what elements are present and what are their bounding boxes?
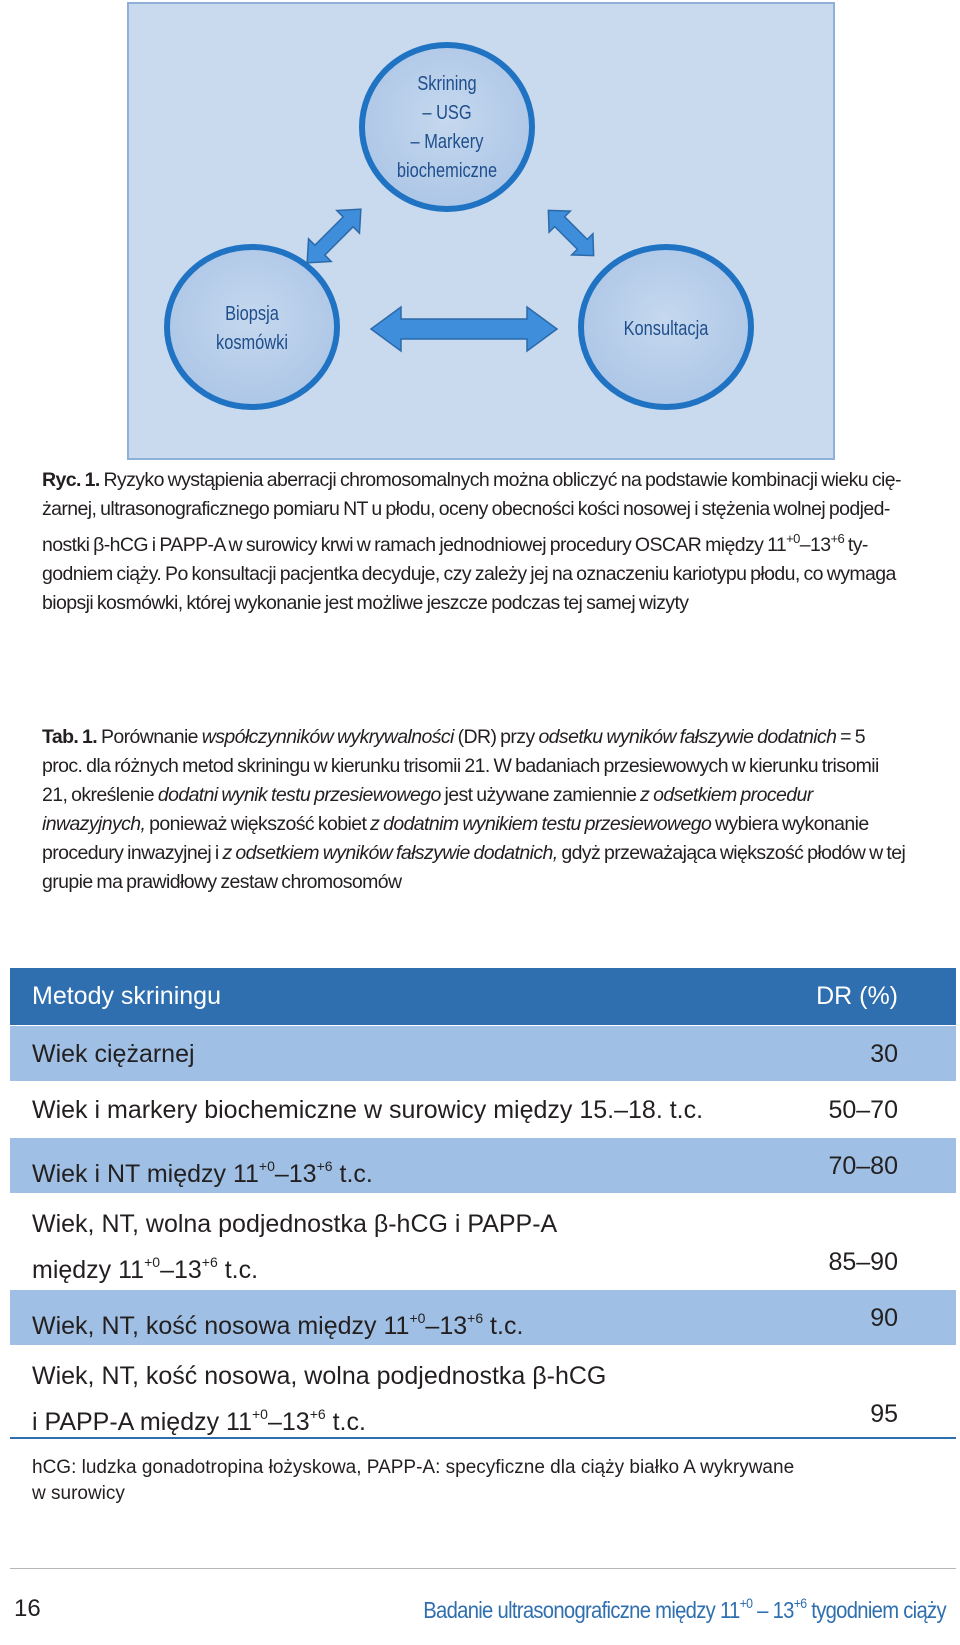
superscript: +6 — [467, 1310, 484, 1326]
caption-text: ponieważ większość kobiet — [145, 813, 371, 835]
method-text: –13 — [425, 1312, 468, 1340]
running-title — [423, 1595, 946, 1624]
row-dr: 70–80 — [828, 1152, 898, 1180]
footnote-line: w surowicy — [32, 1483, 125, 1504]
method-text: t.c. — [332, 1160, 373, 1188]
table-row — [10, 1194, 956, 1290]
row-dr: 90 — [870, 1304, 898, 1332]
row-method — [32, 1146, 373, 1194]
caption-text: grupie ma prawidłowy zestaw chromosomów — [42, 871, 402, 893]
caption-text: Po konsultacji pacjentka decyduje, czy zależy jej na oznaczeniu kariotypu płodu, co wymaga — [161, 563, 896, 585]
caption-text: ty- — [844, 534, 868, 556]
method-text: –13 — [267, 1408, 310, 1436]
caption-text: biopsji kosmówki, której wykonanie jest możliwe jeszcze podczas tej samej wizyty — [42, 592, 689, 614]
superscript: +6 — [830, 531, 845, 546]
node-label-left-line: kosmówki — [215, 332, 288, 354]
running-title-text: – 13 — [752, 1597, 794, 1623]
superscript: +6 — [201, 1254, 218, 1270]
superscript: +0 — [144, 1254, 161, 1270]
arrow-left-right — [371, 307, 557, 351]
table-header-row — [10, 968, 956, 1026]
method-text: i PAPP-A między 11 — [32, 1408, 252, 1436]
table-row — [10, 1346, 956, 1440]
table-footnote — [32, 1455, 932, 1507]
caption-text: wybiera wykonanie — [711, 813, 869, 835]
caption-text: gdyż przeważająca większość płodów w tej — [557, 842, 906, 864]
node-label-top-line: biochemiczne — [396, 160, 498, 182]
row-dr: 30 — [870, 1040, 898, 1068]
table-bottom-rule — [10, 1437, 956, 1439]
table-row — [10, 1138, 956, 1194]
row-method: Wiek ciężarnej — [32, 1040, 195, 1068]
method-text: –13 — [274, 1160, 317, 1188]
row-method — [32, 1298, 523, 1346]
caption-italic: odsetku wyników fałszywie dodatnich — [538, 726, 837, 748]
row-method: Wiek, NT, wolna podjednostka β-hCG i PAPP-A — [32, 1210, 558, 1238]
node-label-top-line: – USG — [422, 102, 472, 124]
node-label-right — [600, 315, 731, 344]
caption-italic: z dodatnim wynikiem testu przesiewowego — [370, 813, 712, 835]
running-title-text: Badanie ultrasonograficzne między 11 — [423, 1597, 740, 1623]
caption-text: jest używane zamiennie — [440, 784, 641, 806]
row-method: Wiek i markery biochemiczne w surowicy między 15.–18. t.c. — [32, 1096, 704, 1124]
footer-divider — [10, 1568, 956, 1569]
page-number: 16 — [14, 1595, 41, 1622]
method-text: –13 — [160, 1256, 202, 1284]
method-text: t.c. — [325, 1408, 366, 1436]
node-label-left-line: Biopsja — [225, 303, 279, 325]
superscript: +6 — [793, 1595, 807, 1611]
row-method-line2 — [32, 1242, 258, 1290]
row-dr: 85–90 — [828, 1248, 898, 1276]
method-text: Wiek, NT, kość nosowa między 11 — [32, 1312, 410, 1340]
superscript: +6 — [309, 1406, 326, 1422]
caption-italic: z odsetkiem wyników fałszywie dodatnich, — [222, 842, 558, 864]
footnote-line: hCG: ludzka gonadotropina łożyskowa, PAPP-A: specyficzne dla ciąży białko A wykrywane — [32, 1457, 795, 1478]
caption-text: 21, określenie — [42, 784, 158, 806]
arrow-top-left — [296, 198, 372, 274]
superscript: +0 — [252, 1406, 268, 1422]
caption-text: Ryzyko wystąpienia aberracji chromosomalnych można obliczyć na podstawie kombinacji wieku cię- — [99, 469, 901, 491]
caption-text: (DR) przy — [453, 726, 539, 748]
figure-caption — [42, 466, 926, 618]
node-label-top-line: Skrining — [417, 73, 477, 95]
screening-table — [10, 968, 956, 1440]
method-text: Wiek i NT między 11 — [32, 1160, 259, 1188]
table-caption — [42, 723, 926, 897]
caption-text: = 5 — [836, 726, 866, 748]
caption-text: żarnej, ultrasonograficznego pomiaru NT u płodu, oceny obecności kości nosowej i stężenia wolnej podjed- — [42, 498, 890, 520]
superscript: +6 — [316, 1158, 333, 1174]
caption-text: nostki β-hCG i PAPP-A w surowicy krwi w ramach jednodniowej procedury OSCAR między 11 — [42, 534, 787, 556]
header-methods: Metody skriningu — [32, 982, 221, 1010]
table-row — [10, 1026, 956, 1082]
table-row — [10, 1290, 956, 1346]
caption-italic: dodatni wynik testu przesiewowego — [157, 784, 441, 806]
method-text: między 11 — [32, 1256, 145, 1284]
caption-italic: z odsetkiem procedur — [640, 784, 813, 806]
caption-text: godniem ciąży. — [42, 563, 162, 585]
caption-italic: współczynników wykrywalności — [201, 726, 454, 748]
caption-text: –13 — [799, 534, 831, 556]
node-label-left — [186, 300, 317, 358]
node-label-top — [381, 70, 512, 186]
row-method-line2 — [32, 1394, 366, 1442]
superscript: +0 — [409, 1310, 426, 1326]
table-row — [10, 1082, 956, 1138]
superscript: +0 — [786, 531, 800, 546]
table-label: Tab. 1. — [42, 726, 98, 748]
superscript: +0 — [739, 1595, 753, 1611]
row-dr: 95 — [870, 1400, 898, 1428]
header-dr: DR (%) — [816, 982, 898, 1010]
method-text: t.c. — [483, 1312, 524, 1340]
caption-text: proc. dla różnych metod skriningu w kierunku trisomii 21. W badaniach przesiewowych w kierunku trisomii — [42, 755, 879, 777]
running-title-text: tygodniem ciąży — [806, 1597, 946, 1623]
node-label-top-line: – Markery — [410, 131, 484, 153]
caption-italic: inwazyjnych, — [42, 813, 146, 835]
method-text: t.c. — [217, 1256, 259, 1284]
arrow-top-right — [538, 200, 604, 266]
superscript: +0 — [258, 1158, 275, 1174]
node-label-right-line: Konsultacja — [623, 318, 709, 340]
caption-text: Porównanie — [97, 726, 202, 748]
row-dr: 50–70 — [828, 1096, 898, 1124]
caption-text: procedury inwazyjnej i — [42, 842, 223, 864]
row-method: Wiek, NT, kość nosowa, wolna podjednostka β-hCG — [32, 1362, 607, 1390]
figure-label: Ryc. 1. — [42, 469, 100, 491]
figure-diagram — [127, 2, 835, 460]
